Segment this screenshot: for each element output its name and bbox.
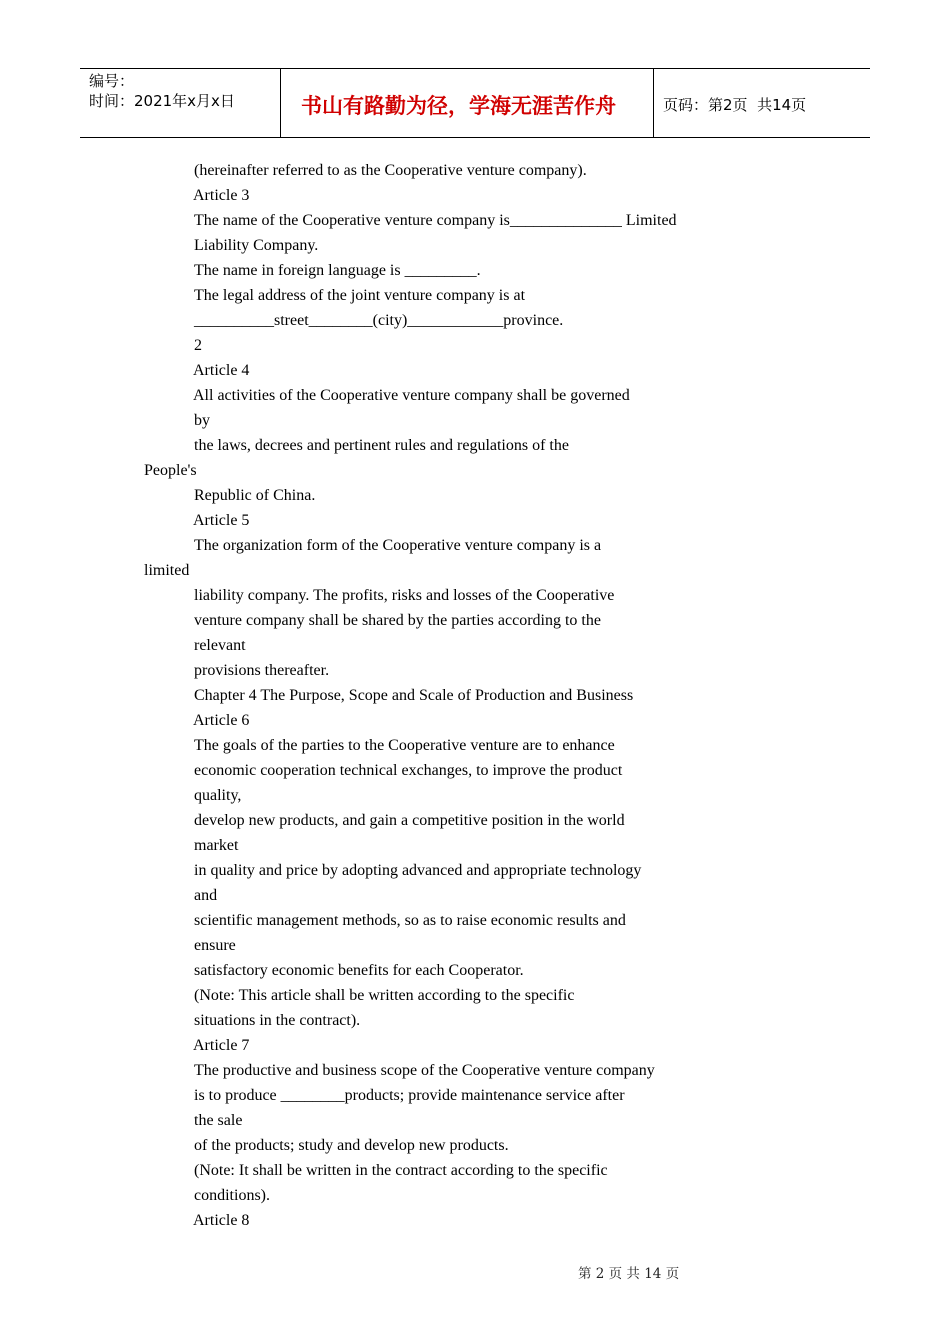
body-line: relevant	[194, 637, 246, 654]
body-line: conditions).	[194, 1187, 270, 1204]
body-line: Liability Company.	[194, 237, 319, 254]
body-line: market	[194, 837, 239, 854]
header-meta	[80, 69, 281, 137]
body-line: All activities of the Cooperative venture company shall be governed	[193, 387, 630, 404]
body-line: in quality and price by adopting advanced and appropriate technology	[194, 862, 642, 879]
body-line: liability company. The profits, risks and losses of the Cooperative	[194, 587, 615, 604]
body-line: The productive and business scope of the Cooperative venture company	[194, 1062, 655, 1079]
page-header	[80, 68, 870, 138]
header-motto: 书山有路勤为径，学海无涯苦作舟	[281, 69, 654, 137]
body-line: venture company shall be shared by the parties according to the	[194, 612, 601, 629]
body-line: provisions thereafter.	[194, 662, 330, 679]
article-heading: Article 6	[193, 712, 250, 729]
body-line: the laws, decrees and pertinent rules and regulations of the	[194, 437, 569, 454]
body-line: satisfactory economic benefits for each Cooperator.	[194, 962, 524, 979]
body-line: scientific management methods, so as to raise economic results and	[194, 912, 626, 929]
page-footer	[0, 1246, 950, 1298]
body-line: situations in the contract).	[194, 1012, 361, 1029]
article-heading: Article 8	[193, 1212, 250, 1229]
chapter-heading: Chapter 4 The Purpose, Scope and Scale of Production and Business	[194, 687, 634, 704]
body-line: of the products; study and develop new products.	[194, 1137, 509, 1154]
body-line: quality,	[194, 787, 242, 804]
body-line: The organization form of the Cooperative venture company is a	[194, 537, 602, 554]
document-number-label: 编号：	[89, 72, 135, 90]
body-line: (hereinafter referred to as the Cooperative venture company).	[194, 162, 587, 179]
body-line: (Note: This article shall be written according to the specific	[194, 987, 575, 1004]
body-line: (Note: It shall be written in the contract according to the specific	[194, 1162, 608, 1179]
body-line: Republic of China.	[194, 487, 316, 504]
body-line: 2	[194, 337, 202, 354]
body-line: by	[194, 412, 210, 429]
body-line: ensure	[194, 937, 236, 954]
article-heading: Article 4	[193, 362, 250, 379]
article-heading: Article 7	[193, 1037, 250, 1054]
body-line: economic cooperation technical exchanges, to improve the product	[194, 762, 623, 779]
body-line: and	[194, 887, 218, 904]
body-line: People's	[144, 462, 197, 479]
body-line: __________street________(city)____________province.	[194, 312, 564, 329]
body-line: limited	[144, 562, 190, 579]
body-line: The name in foreign language is _________.	[194, 262, 481, 279]
body-line: The legal address of the joint venture company is at	[194, 287, 526, 304]
article-heading: Article 5	[193, 512, 250, 529]
body-line: The name of the Cooperative venture company is______________ Limited	[194, 212, 677, 229]
body-line: the sale	[194, 1112, 243, 1129]
footer-page-number: 第 2 页 共 14 页	[577, 1266, 680, 1282]
body-line: The goals of the parties to the Cooperative venture are to enhance	[194, 737, 615, 754]
header-page-info: 页码：第2页 共14页	[663, 95, 807, 114]
article-heading: Article 3	[193, 187, 250, 204]
document-date: 时间：2021年x月x日	[89, 92, 235, 110]
body-line: develop new products, and gain a competitive position in the world	[194, 812, 625, 829]
body-line: is to produce ________products; provide maintenance service after	[194, 1087, 625, 1104]
